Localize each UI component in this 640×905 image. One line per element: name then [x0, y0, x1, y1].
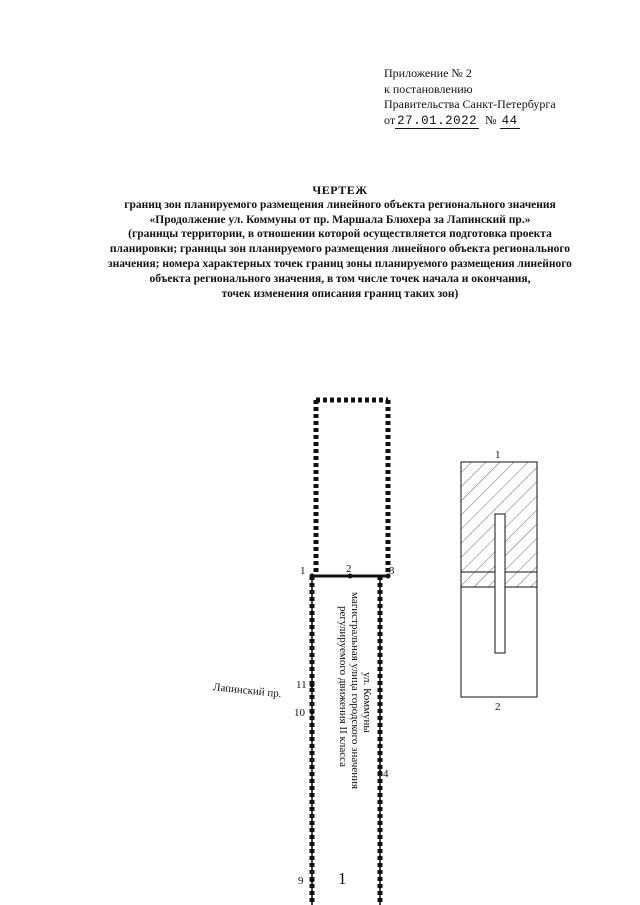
- point-10-marker: [310, 710, 315, 715]
- sheet-label-top: 1: [495, 449, 501, 461]
- point-1-marker: [310, 574, 315, 579]
- sheet-layout-map: [461, 449, 537, 713]
- decree-date: 27.01.2022: [397, 113, 478, 128]
- point-label-11: 11: [296, 679, 307, 691]
- appendix-subtitle: к постановлению: [384, 81, 473, 96]
- document-heading: ЧЕРТЕЖ: [312, 183, 368, 197]
- title-line-7: точек изменения описания границ таких зон): [221, 287, 459, 300]
- sheet-label-bottom: 2: [495, 701, 501, 713]
- title-line-6: объекта регионального значения, в том числе точек начала и окончания,: [149, 272, 531, 285]
- title-line-1: границ зон планируемого размещения линейного объекта регионального значения: [124, 198, 556, 211]
- street-annotation: [337, 592, 373, 789]
- appendix-authority: Правительства Санкт-Петербурга: [384, 97, 556, 111]
- side-street-label: Лапинский пр.: [212, 681, 283, 701]
- street-name: ул. Коммуны: [361, 672, 373, 733]
- title-line-3: (границы территории, в отношении которой осуществляется подготовка проекта: [128, 228, 552, 241]
- title-line-5: значения; номера характерных точек границ зоны планируемого размещения линейного: [108, 257, 572, 270]
- point-label-4: 4: [383, 768, 389, 780]
- road-outline: [495, 514, 505, 653]
- point-label-2: 2: [346, 563, 352, 575]
- point-label-1: 1: [300, 565, 306, 577]
- point-label-3: 3: [389, 565, 395, 577]
- street-description-1: магистральная улица городского значения: [349, 592, 361, 790]
- street-description-2: регулируемого движения II класса: [337, 606, 349, 767]
- number-prefix: №: [485, 112, 497, 127]
- point-11-marker: [310, 683, 315, 688]
- appendix-title: Приложение № 2: [384, 66, 472, 80]
- point-4-marker: [378, 771, 383, 776]
- title-line-2: «Продолжение ул. Коммуны от пр. Маршала Блюхера за Лапинский пр.»: [149, 213, 531, 226]
- date-prefix: от: [384, 112, 396, 127]
- point-label-10: 10: [294, 707, 305, 719]
- zone-number: 1: [338, 869, 347, 888]
- point-9-marker: [310, 878, 315, 883]
- title-line-4: планировки; границы зон планируемого размещения линейного объекта регионального: [109, 243, 571, 256]
- point-label-9: 9: [298, 875, 304, 887]
- decree-number: 44: [501, 113, 518, 128]
